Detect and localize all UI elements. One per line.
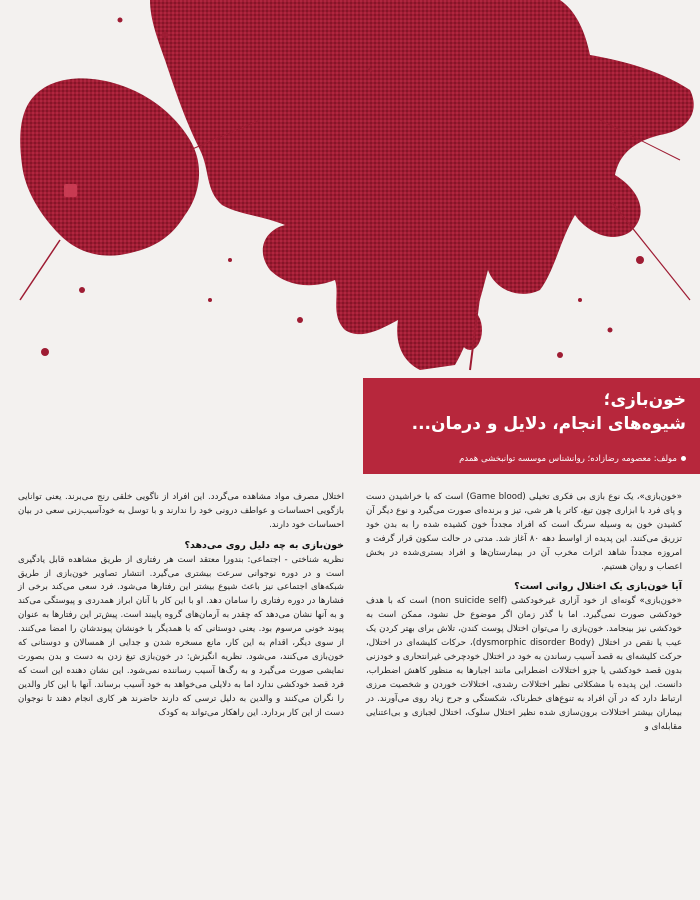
left-section-heading: خون‌بازی به چه دلیل روی می‌دهد؟ [184, 539, 344, 551]
left-column [18, 491, 344, 721]
left-body-paragraph: نظریه شناختی - اجتماعی: بندورا معتقد است هر رفتاری از طریق مشاهده قابل یادگیری است و در دوره نوجوانی سرعت بیشتری می‌گیرد. انتشار تصاویر خون‌بازی از طریق شبکه‌های اجتماعی نیز باعث شیوع بیشتر این رفتارها می‌شود. فرد سعی می‌کند برخی از فشارها در دوره رفتاری را سامان دهد. او با این کار با آنان ابراز همدردی و پیوستگی می‌کند و به آنها نشان می‌دهد که چقدر به آرمان‌های گروه پایبند است. پیش‌تر این رفتارها به عنوان پیوند خونی مرسوم بود. یعنی دوستانی که با همدیگر با خونشان پیوندشان را امضا می‌کنند. از سوی دیگر، اقدام به این کار، مانع مسخره شدن و جدایی از همسالان و دوستانی که خون‌بازی می‌کنند، می‌شود. نظریه انگیزش: در خون‌بازی تیغ زدن به دست و بدن بصورت نمایشی صورت می‌گیرد و به رگ‌ها آسیب رساننده نمی‌شود. این نشان دهنده این است که فرد قصد خودکشی ندارد اما به دلایلی می‌خواهد به خود آسیب برساند. آنها با این کار والدین را نگران می‌کنند و والدین به دلیل ترسی که دارند حاضرند هر کاری انجام دهند تا نوجوان دست از این کار بردارد. این راهکار می‌تواند به کودک [18, 554, 344, 718]
bullet-icon [681, 456, 686, 461]
author-byline [459, 454, 686, 464]
right-body-paragraph: «خون‌بازی» گونه‌ای از خود آزاری غیرخودکشی (non suicide self) است که با هدف خودکشی صورت نمی‌گیرد. اما با گذر زمان اگر موضوع حل نشود، ممکن است به خودکشی نیز بینجامد. خون‌بازی را می‌توان اختلال پوست کندن، تلاش برای بهتر کردن یک عیب یا نقص در اختلال (dysmorphic disorder Body)، حرکات کلیشه‌ای در اختلال، حرکت کلیشه‌ای به قصد آسیب رساندن به خود در اختلال خودچرخی غیرانتحاری و خودزنی بدون قصد خودکشی یا جزو اختلالات اضطرابی مانند اجبارها به منظور کاهش اضطراب، دانست. این پدیده با مشکلاتی نظیر اختلالات رشدی، اختلالات خوردن و شخصیت مرزی ارتباط دارد که در آن افراد به تنوع‌های خطرناک، شکستگی و جرح زیاد روی می‌آورند. در بیماران بیشتر اختلالات برون‌سازی شده نظیر اختلال سلوک، اختلال لجبازی و بی‌اعتنایی مقابله‌ای و [366, 596, 682, 732]
right-intro-paragraph: «خون‌بازی»، یک نوع بازی بی فکری تخیلی (Game blood) است که با خراشیدن دست و پای فرد با ابزاری چون تیغ، کاتر یا هر شی، تیز و برنده‌ای صورت می‌گیرد و نوع دیگر آن کشیدن خون به وسیله سرنگ است که افراد مجدداً خون کشیده شده را به بدن خود تزریق می‌کنند. این پدیده از اواسط دهه ۸۰ آغاز شد. مدتی در حالت سکون قرار گرفت و امروزه مجدداً شاهد اثرات مخرب آن در بیمارستان‌ها و افراد بستری‌شده در بخش اعصاب و روان هستیم. [366, 492, 682, 572]
right-section-heading: آیا خون‌بازی یک اختلال روانی است؟ [514, 581, 682, 593]
red-square-logo [64, 184, 77, 197]
article-title-line1: خون‌بازی؛ [603, 390, 686, 410]
article-title-box [363, 378, 700, 474]
author-text: مولف: معصومه رضازاده؛ روانشناس موسسه توانبخشی همدم [459, 454, 677, 464]
article-title-line2: شیوه‌های انجام، دلایل و درمان... [411, 414, 686, 434]
right-column [366, 491, 682, 734]
left-intro-paragraph: اختلال مصرف مواد مشاهده می‌گردد. این افراد از ناگویی خلقی رنج می‌برند. یعنی توانایی بازگویی احساسات و عواطف درونی خود را ندارند و با توسل به خودآسیب‌زنی سعی در بیان احساسات خود دارند. [18, 492, 344, 530]
